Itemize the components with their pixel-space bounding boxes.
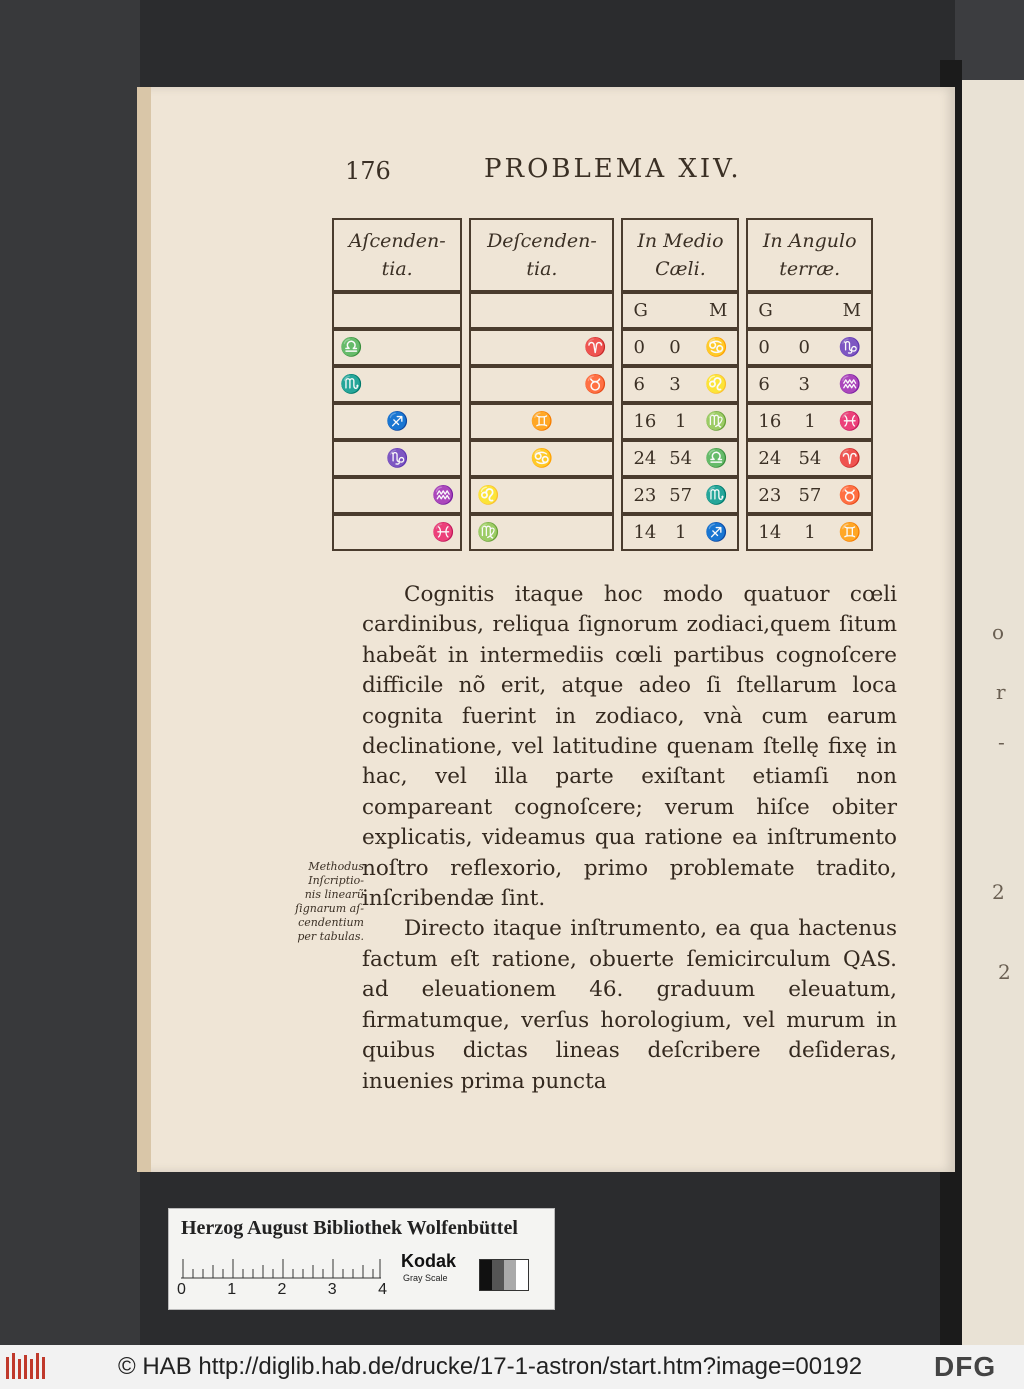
header-angulo-terrae: In Angulo terræ. bbox=[746, 218, 873, 292]
margin-note: Methodus Inſcriptio- nis linearũ ſignarum aſ- cendentium per tabulas. bbox=[295, 860, 364, 943]
header-descendentia: Deſcenden- tia. bbox=[469, 218, 614, 292]
zodiac-table bbox=[325, 218, 880, 551]
table-subheader-row: G M G M bbox=[332, 292, 873, 329]
body-text bbox=[362, 580, 897, 1097]
dfg-logo: DFG bbox=[934, 1351, 997, 1382]
ruler-icon bbox=[181, 1255, 381, 1279]
table-row: ♏ ♉ 6 3 ♌ 6 3 ♒ bbox=[332, 366, 873, 403]
page-number: 176 bbox=[345, 157, 391, 185]
hab-logo-icon bbox=[6, 1353, 50, 1381]
paragraph: Cognitis itaque hoc modo quatuor cœli cardinibus, reliqua ſignorum zodiaci,quem ſitum habeãt in intermediis cœli partibus cognoſcere difficile nõ erit, atque adeo ſi ſtellarum loca cognita fuerint in zodiaco, vnà cum earum declinatione, vel latitudine quenam ſtellę fixę in hac, vel illa parte exiſtant etiamſi non compareant cognoſcere; verum hiſce obiter explicatis, videamus qua ratione ea inſtrumento noſtro reflexorio, primo problemate tradito, inſcribendæ ſint. bbox=[362, 582, 897, 912]
kodak-subtitle: Gray Scale bbox=[403, 1273, 448, 1283]
footer-bar bbox=[0, 1345, 1024, 1389]
table-row: ♒ ♌ 23 57 ♏ 23 57 ♉ bbox=[332, 477, 873, 514]
library-label bbox=[168, 1208, 555, 1310]
gray-scale-swatch bbox=[479, 1259, 529, 1291]
ruler-scale: 0 1 2 3 4 bbox=[177, 1281, 387, 1298]
copyright-link[interactable]: © HAB http://diglib.hab.de/drucke/17-1-astron/start.htm?image=00192 bbox=[118, 1353, 863, 1380]
table-row: ♑ ♋ 24 54 ♎ 24 54 ♈ bbox=[332, 440, 873, 477]
library-name: Herzog August Bibliothek Wolfenbüttel bbox=[181, 1217, 518, 1239]
paragraph: Directo itaque inſtrumento, ea qua hactenus factum eſt ratione, obuerte ſemicirculum QAS. ad eleuationem 46. graduum eleuatum, firmatumque, verſus horologium, vel murum in quibus dictas lineas deſcribere deſideras, inuenies prima puncta bbox=[362, 916, 897, 1094]
header-ascendentia: Aſcenden- tia. bbox=[332, 218, 462, 292]
page-edge bbox=[137, 87, 151, 1172]
table-row: ♎ ♈ 0 0 ♋ 0 0 ♑ bbox=[332, 329, 873, 366]
scan-background-left bbox=[0, 0, 140, 1345]
facing-page-edge: o r - 2 2 bbox=[962, 80, 1024, 1345]
header-medio-caeli: In Medio Cæli. bbox=[621, 218, 739, 292]
kodak-logo: Kodak bbox=[401, 1251, 457, 1271]
table-row: ♓ ♍ 14 1 ♐ 14 1 ♊ bbox=[332, 514, 873, 551]
page-title: PROBLEMA XIV. bbox=[484, 154, 742, 184]
table-row: ♐ ♊ 16 1 ♍ 16 1 ♓ bbox=[332, 403, 873, 440]
